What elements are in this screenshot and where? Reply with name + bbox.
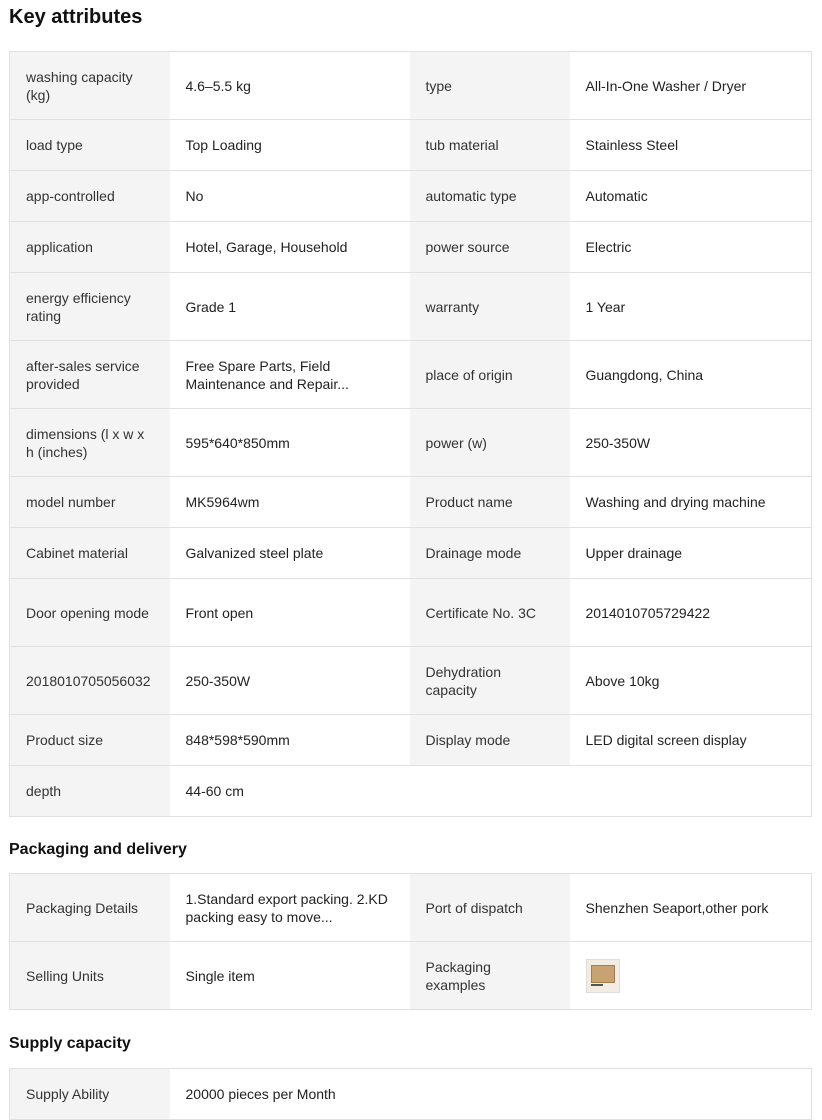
- attr-value: LED digital screen display: [570, 715, 812, 766]
- attr-value: 1 Year: [570, 273, 812, 341]
- attr-value: MK5964wm: [170, 477, 410, 528]
- attr-value: 1.Standard export packing. 2.KD packing easy to move...: [170, 874, 410, 942]
- key-attributes-heading: Key attributes: [9, 6, 143, 28]
- attr-value: Stainless Steel: [570, 120, 812, 171]
- attr-key: washing capacity (kg): [10, 52, 170, 120]
- packaging-table: [9, 873, 812, 1010]
- table-row: [10, 942, 812, 1010]
- attr-key: Supply Ability: [10, 1069, 170, 1120]
- table-row: [10, 1069, 812, 1120]
- table-row: [10, 273, 812, 341]
- attr-key: 2018010705056032: [10, 647, 170, 715]
- attr-key: Door opening mode: [10, 579, 170, 647]
- attr-value: 250-350W: [570, 409, 812, 477]
- supply-table: [9, 1068, 812, 1120]
- attr-value: Single item: [170, 942, 410, 1010]
- packaging-photo-thumbnail[interactable]: [586, 959, 620, 993]
- table-row: [10, 171, 812, 222]
- table-row: [10, 341, 812, 409]
- attr-key: after-sales service provided: [10, 341, 170, 409]
- attr-key: dimensions (l x w x h (inches): [10, 409, 170, 477]
- table-row: [10, 874, 812, 942]
- attr-value: Upper drainage: [570, 528, 812, 579]
- attr-key: model number: [10, 477, 170, 528]
- attr-key: Product size: [10, 715, 170, 766]
- table-row: [10, 477, 812, 528]
- table-row: [10, 222, 812, 273]
- attr-key: Packaging Details: [10, 874, 170, 942]
- attr-value: 44-60 cm: [170, 766, 410, 817]
- attr-value: Front open: [170, 579, 410, 647]
- table-row: [10, 120, 812, 171]
- attr-value: 2014010705729422: [570, 579, 812, 647]
- box-icon: [591, 965, 615, 983]
- attr-key: Drainage mode: [410, 528, 570, 579]
- attr-value: 20000 pieces per Month: [170, 1069, 410, 1120]
- attr-value: Galvanized steel plate: [170, 528, 410, 579]
- table-row: [10, 647, 812, 715]
- attr-value: Above 10kg: [570, 647, 812, 715]
- table-row: [10, 715, 812, 766]
- attr-key: power (w): [410, 409, 570, 477]
- attr-value: Electric: [570, 222, 812, 273]
- empty-cell: [410, 766, 570, 817]
- attr-key: energy efficiency rating: [10, 273, 170, 341]
- attr-value: 595*640*850mm: [170, 409, 410, 477]
- table-row: [10, 766, 812, 817]
- attr-value: Grade 1: [170, 273, 410, 341]
- empty-cell: [570, 1069, 812, 1120]
- table-row: [10, 409, 812, 477]
- attr-value: 848*598*590mm: [170, 715, 410, 766]
- attr-value: Automatic: [570, 171, 812, 222]
- table-row: [10, 579, 812, 647]
- attr-key: Port of dispatch: [410, 874, 570, 942]
- empty-cell: [410, 1069, 570, 1120]
- attr-value: 4.6–5.5 kg: [170, 52, 410, 120]
- attr-key: Certificate No. 3C: [410, 579, 570, 647]
- attr-key: Selling Units: [10, 942, 170, 1010]
- attr-key: warranty: [410, 273, 570, 341]
- attr-value: Top Loading: [170, 120, 410, 171]
- attr-key: Product name: [410, 477, 570, 528]
- attr-value: No: [170, 171, 410, 222]
- attr-value: 250-350W: [170, 647, 410, 715]
- attr-key: power source: [410, 222, 570, 273]
- attr-value: Hotel, Garage, Household: [170, 222, 410, 273]
- attr-key: load type: [10, 120, 170, 171]
- attr-value: [570, 942, 812, 1010]
- attr-key: application: [10, 222, 170, 273]
- attr-key: app-controlled: [10, 171, 170, 222]
- attr-key: automatic type: [410, 171, 570, 222]
- supply-heading: Supply capacity: [9, 1035, 131, 1052]
- empty-cell: [570, 766, 812, 817]
- attr-key: Packaging examples: [410, 942, 570, 1010]
- attr-value: All-In-One Washer / Dryer: [570, 52, 812, 120]
- attr-key: Cabinet material: [10, 528, 170, 579]
- packaging-heading: Packaging and delivery: [9, 841, 187, 858]
- attr-key: tub material: [410, 120, 570, 171]
- attr-key: Dehydration capacity: [410, 647, 570, 715]
- label-icon: [591, 984, 603, 986]
- key-attributes-table: [9, 51, 812, 817]
- attr-key: place of origin: [410, 341, 570, 409]
- attr-key: type: [410, 52, 570, 120]
- attr-key: depth: [10, 766, 170, 817]
- attr-value: Shenzhen Seaport,other pork: [570, 874, 812, 942]
- attr-value: Guangdong, China: [570, 341, 812, 409]
- table-row: [10, 52, 812, 120]
- attr-key: Display mode: [410, 715, 570, 766]
- attr-value: Free Spare Parts, Field Maintenance and Repair...: [170, 341, 410, 409]
- table-row: [10, 528, 812, 579]
- attr-value: Washing and drying machine: [570, 477, 812, 528]
